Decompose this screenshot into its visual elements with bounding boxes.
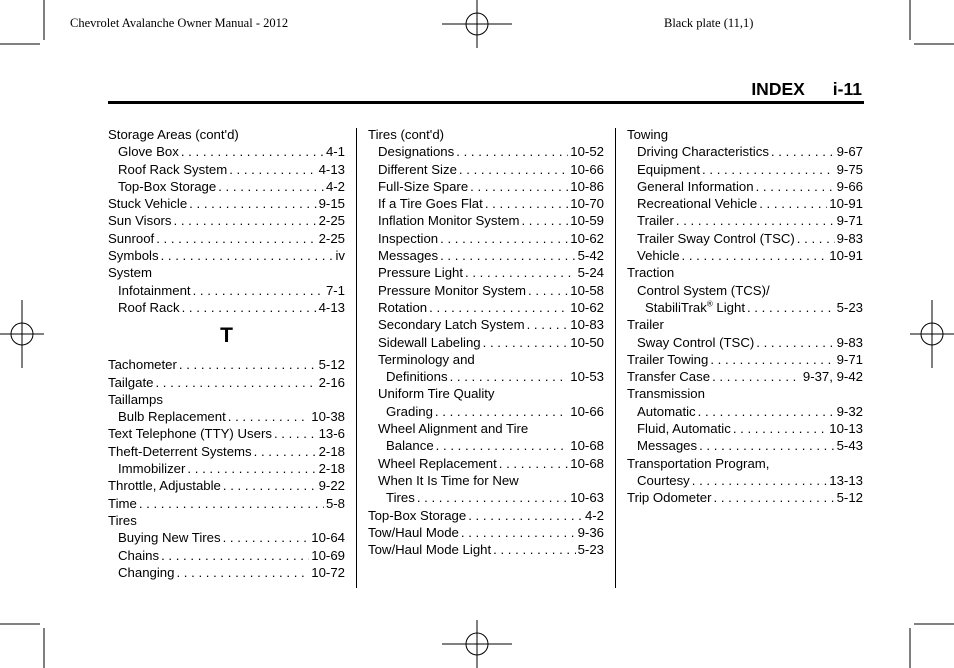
index-entry-page: 10-53 [570,369,604,385]
dot-leader [193,282,324,299]
index-entry-term: Immobilizer [118,461,186,477]
dot-leader [456,143,568,160]
index-entry [108,391,345,408]
index-entry-term: Sun Visors [108,213,172,229]
index-entry-term: Chains [118,547,160,563]
index-entry [627,212,863,229]
dot-leader [187,460,316,477]
index-entry-term: General Information [637,178,754,194]
index-entry-term: Grading [386,403,433,419]
index-entry-term: Tires (cont'd) [368,127,445,142]
index-entry-page: 10-64 [311,530,345,546]
index-entry-page: 13-6 [318,426,345,442]
index-entry-term: Trailer [637,213,674,229]
dot-leader [468,507,583,524]
index-entry [108,195,345,212]
index-entry [108,264,345,281]
index-entry-page: 10-13 [829,421,863,437]
dot-leader [161,247,334,264]
index-entry-page: 10-86 [570,178,604,194]
index-entry-page: 10-70 [570,196,604,212]
index-entry [627,368,863,385]
index-entry [108,126,345,143]
index-entry-term: Recreational Vehicle [637,196,758,212]
index-entry [368,334,604,351]
dot-leader [483,334,569,351]
index-entry [627,143,863,160]
dot-leader [155,374,316,391]
index-entry-term: Trailer Sway Control (TSC) [637,230,795,246]
index-entry-term: Terminology and [378,351,475,367]
dot-leader [733,420,827,437]
index-entry-term: Sidewall Labeling [378,334,481,350]
index-entry-term: Roof Rack [118,299,180,315]
section-name: INDEX [751,79,805,99]
index-entry-page: 10-66 [570,403,604,419]
dot-leader [527,316,569,333]
index-entry-page: 4-1 [325,144,345,160]
index-entry-page: 10-62 [570,299,604,315]
index-entry [108,529,345,546]
index-entry [368,524,604,541]
index-entry-term: Pressure Light [378,265,464,281]
index-entry-page: 2-25 [318,230,345,246]
index-entry-term: Top-Box Storage [368,507,467,523]
index-entry-page: 4-2 [584,507,604,523]
index-letter-heading: T [220,324,233,348]
dot-leader [459,161,568,178]
index-entry [368,230,604,247]
index-entry-page: 9-83 [836,230,863,246]
index-entry-page: 5-23 [577,542,604,558]
index-entry-term: Tailgate [108,374,154,390]
index-entry [368,420,604,437]
dot-leader [699,437,834,454]
dot-leader [229,161,316,178]
index-entry-term: Secondary Latch System [378,317,525,333]
index-entry [368,161,604,178]
dot-leader [698,403,835,420]
index-entry-page: 9-75 [836,161,863,177]
index-entry [368,247,604,264]
index-entry [368,489,604,506]
index-entry-page: 9-37, 9-42 [802,369,863,385]
index-entry-term: Full-Size Spare [378,178,469,194]
dot-leader [499,455,569,472]
index-entry [368,437,604,454]
index-entry-term: Messages [637,438,698,454]
dot-leader [429,299,568,316]
dot-leader [702,161,835,178]
index-entry-term: Towing [627,127,669,142]
dot-leader [450,368,569,385]
index-entry-term: If a Tire Goes Flat [378,196,483,212]
header-rule [108,101,864,104]
index-entry [627,299,863,316]
dot-leader [174,212,317,229]
index-entry-term: Buying New Tires [118,530,221,546]
dot-leader [179,356,317,373]
index-entry-term: Uniform Tire Quality [378,386,495,402]
dot-leader [485,195,568,212]
index-entry [627,403,863,420]
index-entry-page: 10-38 [311,409,345,425]
index-entry-term: Sunroof [108,230,155,246]
dot-leader [223,477,317,494]
index-entry-term: Tow/Haul Mode [368,524,459,540]
index-entry-term: Top-Box Storage [118,178,217,194]
dot-leader [756,178,835,195]
index-entry-page: 10-69 [311,547,345,563]
index-entry-page: 5-12 [836,490,863,506]
index-entry-term: Fluid, Automatic [637,421,731,437]
index-entry-term: System [108,265,152,281]
dot-leader [714,489,835,506]
dot-leader [712,368,801,385]
index-entry [108,282,345,299]
index-entry-page: 10-68 [570,455,604,471]
index-entry [627,455,863,472]
index-entry [108,299,345,316]
index-entry-term: Different Size [378,161,457,177]
dot-leader [189,195,316,212]
index-entry [108,230,345,247]
dot-leader [218,178,324,195]
page-number: i-11 [832,79,862,99]
index-entry [368,195,604,212]
dot-leader [435,403,568,420]
index-entry [108,460,345,477]
index-entry-page: 9-36 [577,524,604,540]
index-entry-page: 4-13 [318,161,345,177]
index-entry [108,564,345,581]
dot-leader [676,212,835,229]
index-entry [368,541,604,558]
index-entry-term: Transportation Program, [627,455,770,471]
index-entry-page: 5-24 [577,265,604,281]
dot-leader [440,230,568,247]
dot-leader [223,529,310,546]
index-entry-term: Rotation [378,299,428,315]
index-entry [368,351,604,368]
index-entry-term: Taillamps [108,391,163,407]
index-entry-term: Designations [378,144,455,160]
dot-leader [465,264,576,281]
index-entry-term: Sway Control (TSC) [637,334,755,350]
index-column-3 [627,126,863,507]
index-column-2 [368,126,604,558]
index-entry [108,212,345,229]
dot-leader [528,282,568,299]
dot-leader [682,247,828,264]
manual-title: Chevrolet Avalanche Owner Manual - 2012 [70,16,289,30]
index-entry [368,472,604,489]
dot-leader [440,247,575,264]
dot-leader [182,299,317,316]
column-divider [356,128,357,588]
index-entry-term: Infotainment [118,282,191,298]
index-entry-term: Time [108,495,137,511]
index-entry-term: Tow/Haul Mode Light [368,542,492,558]
index-entry-page: 10-91 [829,196,863,212]
index-entry-page: 9-67 [836,144,863,160]
index-entry-term: Traction [627,265,675,281]
index-entry-page: 5-42 [577,248,604,264]
index-entry-term: Storage Areas (cont'd) [108,127,239,142]
index-entry-term: Trip Odometer [627,490,712,506]
dot-leader [181,143,324,160]
index-entry [108,495,345,512]
index-column-1 [108,126,345,581]
dot-leader [771,143,835,160]
index-entry [627,472,863,489]
index-entry-page: 10-58 [570,282,604,298]
dot-leader [156,230,316,247]
index-entry-page: 4-2 [325,178,345,194]
plate-label: Black plate (11,1) [664,16,754,30]
dot-leader [797,230,835,247]
index-entry [627,437,863,454]
index-entry [627,126,863,143]
dot-leader [521,212,568,229]
index-entry-term: Tires [386,490,415,506]
index-entry [108,356,345,373]
index-entry-page: 10-50 [570,334,604,350]
index-entry-page: 10-68 [570,438,604,454]
index-entry [108,247,345,264]
index-entry-page: 2-18 [318,461,345,477]
index-entry-page: 9-71 [836,351,863,367]
index-entry-term: Messages [378,248,439,264]
index-entry-page: 5-43 [836,438,863,454]
index-entry [368,507,604,524]
index-entry [108,178,345,195]
index-entry [108,443,345,460]
index-entry-term: StabiliTrak® Light [645,299,745,315]
index-entry-page: 5-23 [836,299,863,315]
index-entry-page: 9-22 [318,478,345,494]
index-entry [627,161,863,178]
index-entry-page: 4-13 [318,299,345,315]
index-entry [108,408,345,425]
index-entry-term: When It Is Time for New [378,472,519,488]
index-entry-term: Symbols [108,248,159,264]
index-entry-page: 7-1 [325,282,345,298]
index-entry-page: 10-52 [570,144,604,160]
index-entry-term: Throttle, Adjustable [108,478,221,494]
index-entry-page: iv [335,248,345,264]
dot-leader [470,178,568,195]
index-entry [627,334,863,351]
index-entry [368,403,604,420]
index-entry-term: Inspection [378,230,439,246]
dot-leader [710,351,834,368]
index-entry-term: Theft-Deterrent Systems [108,443,252,459]
index-entry-page: 9-15 [318,196,345,212]
index-entry-term: Driving Characteristics [637,144,769,160]
index-entry [627,489,863,506]
dot-leader [228,408,310,425]
index-entry [627,178,863,195]
index-entry-page: 10-62 [570,230,604,246]
index-entry-term: Courtesy [637,472,690,488]
index-entry [368,178,604,195]
dot-leader [176,564,309,581]
dot-leader [493,541,575,558]
index-entry-page: 10-83 [570,317,604,333]
index-entry [627,195,863,212]
index-entry-page: 2-18 [318,443,345,459]
index-entry-term: Trailer Towing [627,351,709,367]
index-entry [627,420,863,437]
index-entry [108,547,345,564]
index-entry-term: Transmission [627,386,705,402]
index-entry [368,368,604,385]
index-entry-term: Vehicle [637,248,680,264]
index-entry-term: Tachometer [108,357,177,373]
index-entry-page: 9-32 [836,403,863,419]
index-entry [627,264,863,281]
index-entry [627,247,863,264]
index-entry [108,374,345,391]
index-entry-page: 9-83 [836,334,863,350]
index-entry-term: Pressure Monitor System [378,282,527,298]
index-entry [108,477,345,494]
index-entry [368,264,604,281]
dot-leader [756,334,834,351]
dot-leader [747,299,835,316]
index-entry-term: Bulb Replacement [118,409,226,425]
index-entry-term: Wheel Replacement [378,455,497,471]
dot-leader [274,425,317,442]
index-entry-page: 2-16 [318,374,345,390]
index-entry [627,385,863,402]
index-entry-page: 9-71 [836,213,863,229]
index-entry-page: 10-63 [570,490,604,506]
index-entry-page: 9-66 [836,178,863,194]
dot-leader [161,547,309,564]
index-entry [108,143,345,160]
index-entry [368,455,604,472]
index-entry-term: Inflation Monitor System [378,213,520,229]
index-entry [368,316,604,333]
index-entry-page: 5-12 [318,357,345,373]
index-entry-page: 10-59 [570,213,604,229]
index-entry-term: Trailer [627,317,664,333]
index-entry-term: Equipment [637,161,701,177]
index-entry-term: Transfer Case [627,369,711,385]
index-entry-term: Wheel Alignment and Tire [378,421,529,437]
index-entry-term: Control System (TCS)/ [637,282,770,298]
dot-leader [692,472,827,489]
index-entry [368,299,604,316]
index-entry [627,282,863,299]
index-entry [368,282,604,299]
dot-leader [461,524,576,541]
index-entry [368,385,604,402]
index-entry-term: Tires [108,512,137,528]
index-entry-page: 5-8 [325,495,345,511]
index-entry-term: Automatic [637,403,696,419]
dot-leader [759,195,827,212]
index-entry [368,143,604,160]
index-entry [108,512,345,529]
index-entry-page: 10-72 [311,564,345,580]
index-entry-term: Stuck Vehicle [108,196,188,212]
dot-leader [417,489,568,506]
column-divider [615,128,616,588]
index-entry-term: Text Telephone (TTY) Users [108,426,272,442]
index-entry-page: 10-91 [829,248,863,264]
index-entry [108,161,345,178]
index-entry-term: Balance [386,438,434,454]
index-entry-term: Roof Rack System [118,161,228,177]
index-entry [108,425,345,442]
index-entry-term: Changing [118,564,175,580]
dot-leader [139,495,324,512]
index-entry [368,212,604,229]
index-entry-term: Definitions [386,369,448,385]
index-entry [368,126,604,143]
index-entry [627,316,863,333]
index-entry-term: Glove Box [118,144,179,160]
dot-leader [436,437,569,454]
dot-leader [254,443,317,460]
index-entry-page: 13-13 [829,472,863,488]
index-entry-page: 2-25 [318,213,345,229]
index-entry-page: 10-66 [570,161,604,177]
section-heading [751,79,862,100]
index-entry [627,351,863,368]
index-entry [627,230,863,247]
